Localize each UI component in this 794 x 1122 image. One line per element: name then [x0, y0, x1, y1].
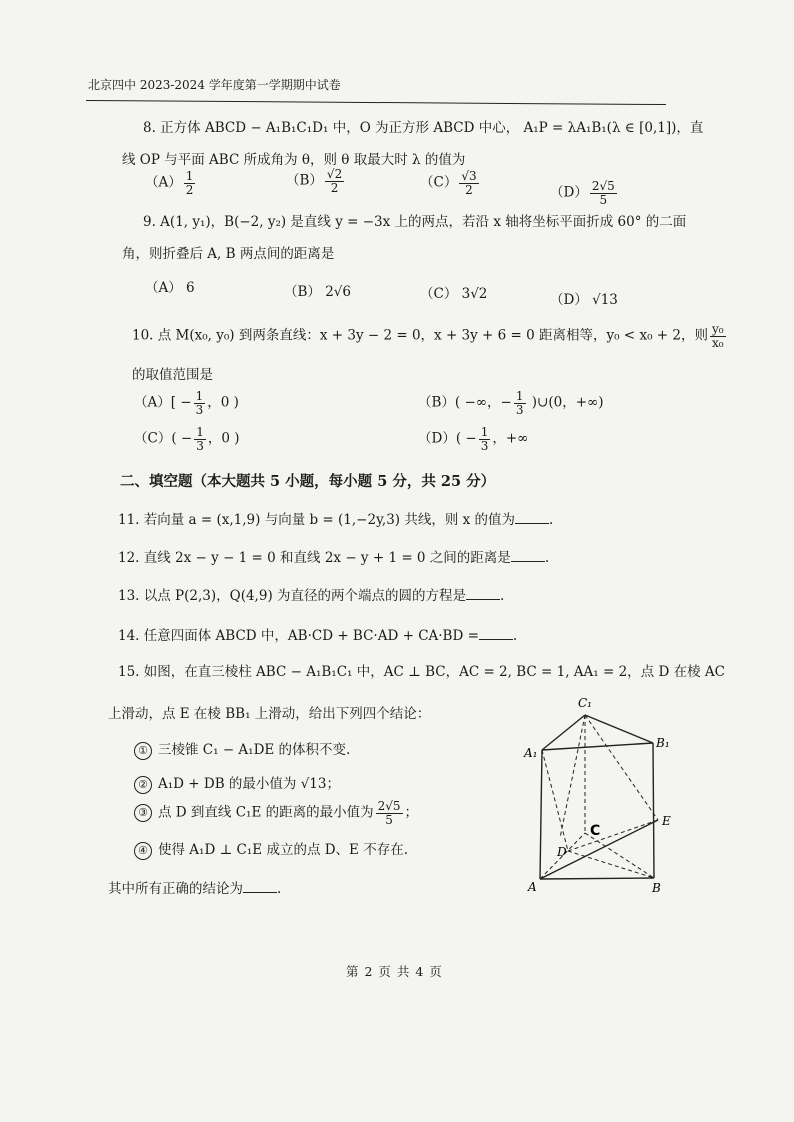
q8-option-a: （A） $\frac{1}{2}$: [145, 169, 194, 197]
segment-c1-d: [560, 715, 585, 838]
q10-option-d: （D）( − $\frac{1}{3}$ ，+∞: [418, 425, 529, 453]
answer-blank[interactable]: [511, 549, 545, 562]
edge-a1-a: [540, 750, 542, 879]
page-footer: 第 2 页 共 4 页: [346, 964, 443, 979]
edge-a1-b1: [542, 743, 653, 750]
segment-d-b: [568, 851, 654, 878]
q15-tail: 其中所有正确的结论为 .: [108, 881, 282, 897]
label-e: E: [662, 814, 671, 828]
q12: 12. 直线 2x − y − 1 = 0 和直线 2x − y + 1 = 0 之间的距离是 .: [118, 550, 550, 566]
label-c1: C₁: [578, 696, 592, 710]
q9-line2: 角，则折叠后 A, B 两点间的距离是: [122, 246, 335, 262]
q15-conclusion-3: ③ 点 D 到直线 C₁E 的距离的最小值为 $\frac{2√5}{5}$ ；: [134, 800, 418, 826]
label-a1: A₁: [524, 746, 538, 760]
q11: 11. 若向量 a = (x,1,9) 与向量 b = (1,−2y,3) 共线，则 x 的值为 .: [118, 512, 554, 528]
q10-option-b: （B）( −∞，− $\frac{1}{3}$ )∪(0，+∞): [418, 389, 604, 417]
answer-blank[interactable]: [515, 511, 549, 524]
q8-option-d: （D） $\frac{2√5}{5}$: [550, 179, 615, 207]
q8-line1: 8. 正方体 ABCD − A₁B₁C₁D₁ 中，O 为正方形 ABCD 中心， A₁P = λA₁B₁(λ ∈ [0,1])，直: [143, 120, 704, 136]
section-fill-in-title: 二、填空题（本大题共 5 小题，每小题 5 分，共 25 分）: [120, 473, 496, 490]
q15-conclusion-4: ④ 使得 A₁D ⊥ C₁E 成立的点 D、E 不存在.: [134, 838, 408, 860]
q8-option-b: （B） $\frac{√2}{2}$: [286, 167, 343, 195]
label-c: C: [590, 823, 601, 839]
answer-blank[interactable]: [479, 627, 513, 640]
q9-line1: 9. A(1, y₁)，B(−2, y₂) 是直线 y = −3x 上的两点，若沿 x 轴将坐标平面折成 60° 的二面: [143, 214, 687, 230]
q9-option-b: （B） 2√6: [284, 284, 351, 300]
q15-conclusion-2: ② A₁D + DB 的最小值为 √13；: [134, 772, 340, 794]
q10-line1: 10. 点 M(x₀, y₀) 到两条直线：x + 3y − 2 = 0，x + 3y + 6 = 0 距离相等，y₀ < x₀ + 2，则 $\frac{\text{y₀}}{\text{x₀}}$: [132, 322, 724, 350]
label-a: A: [528, 880, 537, 894]
exam-header: 北京四中 2023-2024 学年度第一学期期中试卷: [88, 78, 341, 92]
header-rule: [86, 100, 666, 105]
q8-option-c: （C） $\frac{√3}{2}$: [420, 169, 477, 197]
label-b1: B₁: [656, 736, 670, 750]
edge-a-b: [540, 878, 654, 879]
label-d: D: [557, 845, 567, 859]
q8-line2: 线 OP 与平面 ABC 所成角为 θ，则 θ 取最大时 λ 的值为: [122, 152, 466, 168]
edge-b1-b: [653, 743, 654, 878]
answer-blank[interactable]: [466, 587, 500, 600]
segment-d-e: [568, 820, 658, 851]
q15-conclusion-1: ① 三棱锥 C₁ − A₁DE 的体积不变.: [134, 738, 350, 760]
q10-line2: 的取值范围是: [132, 367, 213, 383]
q9-option-a: （A） 6: [145, 280, 195, 296]
q13: 13. 以点 P(2,3)，Q(4,9) 为直径的两个端点的圆的方程是 .: [118, 588, 505, 604]
q15-line2: 上滑动，点 E 在棱 BB₁ 上滑动，给出下列四个结论：: [108, 706, 431, 722]
q9-option-d: （D） √13: [550, 292, 618, 308]
segment-a1-d: [542, 750, 568, 851]
q15-line1: 15. 如图，在直三棱柱 ABC − A₁B₁C₁ 中，AC ⊥ BC，AC = 2, BC = 1, AA₁ = 2，点 D 在棱 AC: [118, 664, 725, 680]
q9-option-c: （C） 3√2: [420, 286, 488, 302]
answer-blank[interactable]: [243, 880, 277, 893]
label-b: B: [652, 881, 661, 895]
q10-option-c: （C）( − $\frac{1}{3}$ ，0 ): [134, 425, 240, 453]
q10-option-a: （A）[ − $\frac{1}{3}$ ，0 ): [134, 389, 239, 417]
prism-figure: [520, 693, 680, 898]
q14: 14. 任意四面体 ABCD 中，AB·CD + BC·AD + CA·BD = .: [118, 628, 518, 644]
